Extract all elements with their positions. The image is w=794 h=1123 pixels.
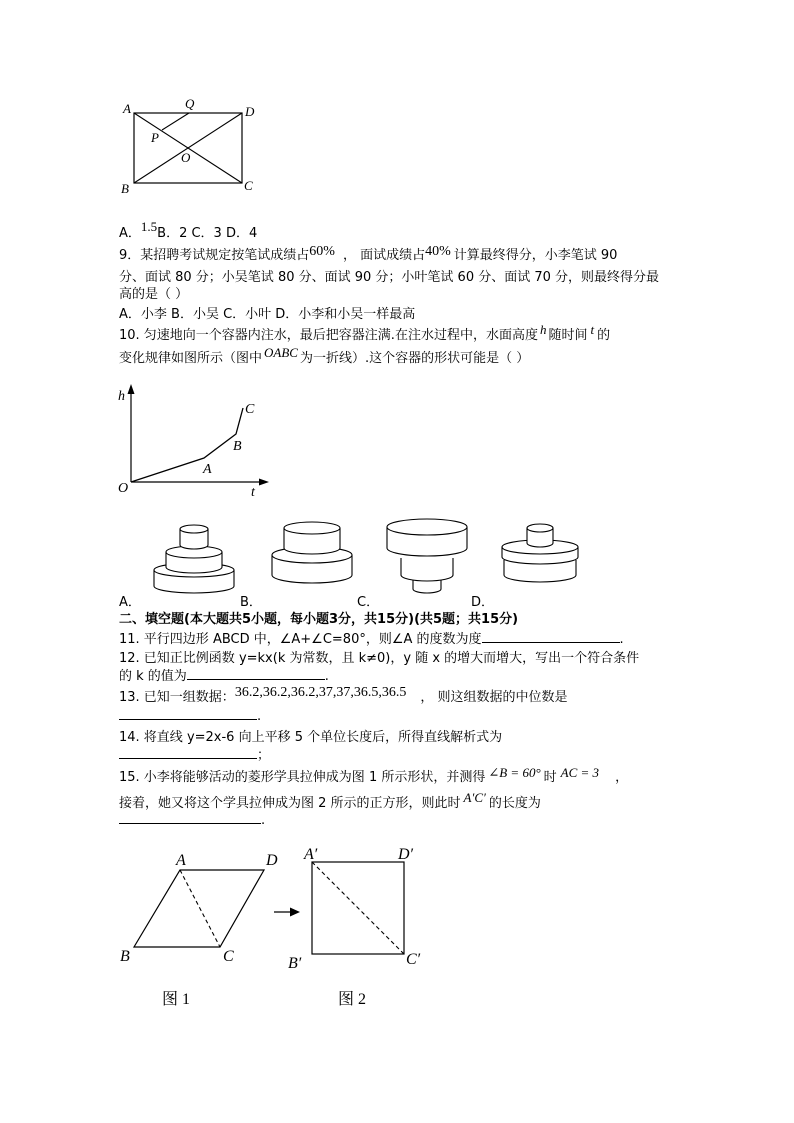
q10-text-d: 变化规律如图所示（图中 — [119, 351, 263, 366]
q13-answer-blank[interactable] — [119, 707, 257, 720]
q8-options — [119, 219, 258, 241]
label-p: P — [151, 130, 159, 145]
container-label-a: A． — [119, 595, 141, 610]
fig2-label-a: A′ — [304, 846, 318, 863]
container-c — [387, 519, 467, 593]
fig1-label-d: D — [266, 852, 278, 869]
water-level-graph — [112, 380, 282, 500]
q10-h: h — [539, 322, 547, 337]
q8-option-a-value: 1.5 — [140, 219, 158, 234]
graph-label-c: C — [245, 402, 255, 417]
q15-angle: ∠B = 60° — [488, 765, 541, 780]
q9-text-b: ， 面试成绩占 — [342, 248, 426, 263]
q14-line1: 14. 将直线 y=2x-6 向上平移 5 个单位长度后，所得直线解析式为 — [119, 730, 503, 745]
q9-line1 — [119, 244, 617, 264]
q10-oabc: OABC — [264, 345, 298, 360]
q15-text-end: ， — [615, 770, 629, 785]
q11 — [119, 628, 624, 647]
q15-line1 — [119, 766, 628, 785]
q10-line1 — [119, 324, 610, 343]
q13-text-a: 13. 已知一组数据： — [119, 690, 235, 705]
q12-line2 — [119, 665, 329, 684]
q15-acp: A′C′ — [463, 790, 486, 805]
q8-option-a: A． — [119, 226, 141, 241]
container-label-c: C． — [357, 595, 380, 610]
q11-end: . — [619, 632, 624, 647]
q10-line2 — [119, 347, 529, 366]
q15-answer-blank[interactable] — [119, 811, 261, 824]
q9-pct2: 40% — [425, 244, 451, 259]
q15-end: . — [261, 813, 266, 828]
fig2-label-c: C′ — [406, 951, 421, 968]
q10-text-c: 的 — [597, 328, 611, 343]
q10-text-b: 随时间 — [548, 328, 588, 343]
square-diagonal-ac — [312, 862, 404, 954]
q13-line2 — [119, 707, 261, 724]
graph-polyline-oabc — [131, 408, 243, 482]
rhombus-square-figure — [112, 838, 442, 1018]
q15-text-b: 接着，她又将这个学具拉伸成为图 2 所示的正方形，则此时 — [119, 796, 461, 811]
fig2-label-b: B′ — [288, 955, 302, 972]
q13-end: . — [257, 709, 262, 724]
q9-line3: 高的是（ ） — [119, 287, 189, 302]
graph-label-o: O — [118, 481, 129, 496]
q13-data: 36.2,36.2,36.2,37,37,36.5,36.5 — [234, 685, 407, 700]
q12-end: . — [324, 669, 329, 684]
q10-text-a: 10. 匀速地向一个容器内注水，最后把容器注满.在注水过程中，水面高度 — [119, 328, 538, 343]
graph-label-t: t — [251, 485, 255, 500]
fig2-caption: 图 2 — [338, 991, 367, 1008]
graph-y-arrow — [128, 384, 135, 394]
rhombus-diagonal-ac — [180, 870, 220, 947]
label-q: Q — [185, 96, 195, 111]
container-label-b: B． — [240, 595, 262, 610]
fig1-label-a: A — [176, 852, 186, 869]
label-c: C — [244, 178, 253, 193]
q11-answer-blank[interactable] — [482, 630, 620, 643]
container-a — [154, 525, 234, 593]
fig1-caption: 图 1 — [162, 991, 191, 1008]
q14-end: ； — [257, 748, 271, 763]
fig2-label-d: D′ — [398, 846, 414, 863]
fig1-label-c: C — [223, 948, 234, 965]
q15-line2 — [119, 792, 541, 811]
q8-option-rest: B．2 C．3 D．4 — [157, 226, 258, 241]
q9-text-a: 9．某招聘考试规定按笔试成绩占 — [119, 248, 310, 263]
rectangle-figure — [115, 92, 265, 197]
transform-arrow-head — [290, 908, 300, 917]
q15-text-a: 15. 小李将能够活动的菱形学具拉伸成为图 1 所示形状，并测得 — [119, 770, 486, 785]
container-b — [272, 522, 352, 583]
q13-text-b: ， 则这组数据的中位数是 — [420, 690, 568, 705]
q9-options: A．小李 B．小吴 C．小叶 D．小李和小吴一样最高 — [119, 307, 416, 322]
q12-line1: 12. 已知正比例函数 y=kx(k 为常数，且 k≠0)，y 随 x 的增大而增大，写出一个符合条件 — [119, 651, 640, 666]
q15-text-c: 的长度为 — [488, 796, 541, 811]
q15-line3 — [119, 811, 265, 828]
q9-pct1: 60% — [309, 244, 335, 259]
graph-label-a: A — [203, 462, 212, 477]
containers-figure — [115, 515, 595, 605]
q15-text-shi: 时 — [543, 770, 557, 785]
q14-line2 — [119, 744, 270, 763]
label-a: A — [123, 101, 131, 116]
label-b: B — [121, 181, 129, 196]
graph-label-b: B — [233, 439, 242, 454]
q13-line1 — [119, 686, 567, 706]
label-o: O — [181, 150, 191, 165]
graph-label-h: h — [118, 389, 125, 404]
q9-line2: 分、面试 80 分；小吴笔试 80 分、面试 90 分；小叶笔试 60 分、面试 70 分，则最终得分最 — [119, 270, 660, 285]
q10-t: t — [590, 322, 595, 337]
segment-pq — [162, 113, 189, 130]
q14-answer-blank[interactable] — [119, 746, 257, 759]
q15-ac: AC = 3 — [560, 765, 600, 780]
section-2-heading: 二、填空题(本大题共5小题，每小题3分，共15分)(共5题；共15分) — [119, 612, 519, 627]
q9-text-c: 计算最终得分，小李笔试 90 — [453, 248, 618, 263]
graph-x-arrow — [259, 479, 269, 486]
q12-text: 的 k 的值为 — [119, 669, 187, 684]
fig1-label-b: B — [120, 948, 130, 965]
rhombus-abcd — [134, 870, 264, 947]
label-d: D — [245, 104, 255, 119]
container-d — [502, 524, 578, 582]
q12-answer-blank[interactable] — [187, 667, 325, 680]
container-label-d: D． — [471, 595, 495, 610]
q11-text: 11. 平行四边形 ABCD 中，∠A+∠C=80°，则∠A 的度数为度 — [119, 632, 482, 647]
q10-text-e: 为一折线）.这个容器的形状可能是（ ） — [299, 351, 530, 366]
